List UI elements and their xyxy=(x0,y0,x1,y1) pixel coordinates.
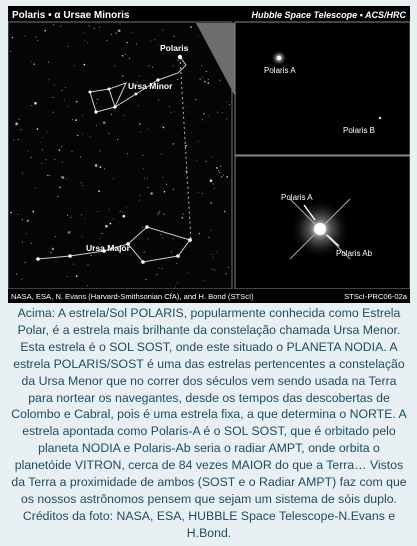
background-star xyxy=(147,178,148,179)
photo-credit-right: STScI-PRC06-02a xyxy=(344,292,407,301)
background-star xyxy=(173,65,174,66)
background-star xyxy=(159,211,161,213)
background-star xyxy=(202,77,203,78)
background-star xyxy=(173,143,175,145)
background-star xyxy=(67,276,68,277)
background-star xyxy=(218,170,219,171)
background-star xyxy=(212,254,213,255)
background-star xyxy=(158,213,160,215)
background-star xyxy=(16,274,17,275)
background-star xyxy=(21,279,22,280)
background-star xyxy=(120,24,121,25)
background-star xyxy=(47,175,49,177)
background-star xyxy=(117,139,118,140)
background-star xyxy=(81,214,82,215)
background-star xyxy=(177,79,178,80)
background-star xyxy=(127,153,128,154)
label-polaris-a-top: Polaris A xyxy=(264,66,296,75)
background-star xyxy=(183,214,184,215)
background-star xyxy=(120,211,121,212)
background-star xyxy=(74,65,75,66)
background-star xyxy=(122,211,123,212)
background-star xyxy=(124,115,125,116)
background-star xyxy=(226,118,227,119)
background-star xyxy=(110,223,112,225)
background-star xyxy=(199,78,201,80)
background-star xyxy=(199,233,201,235)
background-star xyxy=(176,263,177,264)
background-star xyxy=(166,184,167,185)
background-star xyxy=(61,146,62,147)
background-star xyxy=(37,40,38,41)
background-star xyxy=(42,149,43,150)
background-star xyxy=(152,67,153,68)
background-star xyxy=(27,220,29,222)
photo-canvas xyxy=(8,6,410,303)
background-star xyxy=(49,175,50,176)
background-star xyxy=(139,195,140,196)
background-star xyxy=(100,166,102,168)
background-star xyxy=(70,231,71,232)
background-star xyxy=(54,159,55,160)
background-star xyxy=(206,161,207,162)
background-star xyxy=(114,65,115,66)
background-star xyxy=(91,255,92,256)
background-star xyxy=(37,128,39,130)
background-star xyxy=(111,114,112,115)
background-star xyxy=(162,177,163,178)
background-star xyxy=(144,178,145,179)
background-star xyxy=(206,71,207,72)
background-star xyxy=(33,211,35,213)
background-star xyxy=(208,237,209,238)
background-star xyxy=(198,192,199,193)
background-star xyxy=(42,137,43,138)
background-star xyxy=(208,82,210,84)
background-star xyxy=(31,105,32,106)
background-star xyxy=(203,113,204,114)
background-star xyxy=(113,218,114,219)
background-star xyxy=(84,40,85,41)
background-star xyxy=(190,26,192,28)
background-star xyxy=(98,190,100,192)
background-star xyxy=(48,62,49,63)
background-star xyxy=(96,125,97,126)
background-star xyxy=(48,79,49,80)
background-star xyxy=(126,207,127,208)
background-star xyxy=(72,119,73,120)
background-star xyxy=(219,172,220,173)
background-star xyxy=(204,81,206,83)
background-star xyxy=(109,209,110,210)
background-star xyxy=(220,80,221,81)
background-star xyxy=(202,119,203,120)
background-star xyxy=(82,185,83,186)
background-star xyxy=(96,103,97,104)
background-star xyxy=(222,112,223,113)
background-star xyxy=(202,193,203,194)
background-star xyxy=(31,157,32,158)
polaris-a-star xyxy=(277,56,281,60)
polaris-a-core xyxy=(314,223,326,235)
background-star xyxy=(191,132,192,133)
background-star xyxy=(100,151,101,152)
background-star xyxy=(17,214,18,215)
background-star xyxy=(178,59,180,61)
background-star xyxy=(198,141,199,142)
background-star xyxy=(106,40,107,41)
background-star xyxy=(113,178,114,179)
photo-caption: Acima: A estrela/Sol POLARIS, popularmente conhecida como Estrela Polar, é a estrela mais brilhante da constelação chamada Ursa Menor. Esta estrela é o SOL SOST, onde este situado o PLANETA NODIA. A estrela POLARIS/SOST é uma das estrelas pertencentes a constelação da Ursa Menor que no correr dos séculos vem sendo usada na Terra para nortear os navegantes, desde os tempos das descobertas de Colombo e Cabral, pois é uma estrela fixa, a que determina o NORTE. A estrela apontada como Polaris-A é o SOL SOST, que é orbitado pelo planeta NODIA e Polaris-Ab seria o radiar AMPT, onde orbita o planetóide VITRON, cerca de 84 vezes MAIOR do que a Terra… Vistos da Terra a proximidade de ambos (SOST e o Radiar AMPT) faz com que os nossos astrônomos pensem que sejam um sistema de sóis duplo. Créditos da foto: NASA, ESA, HUBBLE Space Telescope-N.Evans e H.Bond. xyxy=(11,306,407,540)
background-star xyxy=(12,37,14,39)
background-star xyxy=(54,85,55,86)
background-star xyxy=(214,270,215,271)
photo-title-left: Polaris • α Ursae Minoris xyxy=(12,10,130,21)
background-star xyxy=(175,286,176,287)
background-star xyxy=(47,132,48,133)
background-star xyxy=(40,142,41,143)
background-star xyxy=(61,90,62,91)
background-star xyxy=(61,176,62,177)
background-star xyxy=(209,116,210,117)
background-star xyxy=(28,150,29,151)
background-star xyxy=(97,99,99,101)
background-star xyxy=(33,63,35,65)
background-star xyxy=(187,273,188,274)
background-star xyxy=(68,46,69,47)
background-star xyxy=(139,75,140,76)
background-star xyxy=(50,252,52,254)
background-star xyxy=(173,189,174,190)
background-star xyxy=(208,79,209,80)
background-star xyxy=(161,154,162,155)
background-star xyxy=(53,97,54,98)
background-star xyxy=(53,24,54,25)
background-star xyxy=(174,111,175,112)
background-star xyxy=(66,179,67,180)
background-star xyxy=(217,112,218,113)
background-star xyxy=(82,115,83,116)
background-star xyxy=(25,36,26,37)
background-star xyxy=(163,127,165,129)
background-star xyxy=(195,99,197,101)
background-star xyxy=(55,236,56,237)
background-star xyxy=(67,215,68,216)
background-star xyxy=(140,131,141,132)
background-star xyxy=(210,179,213,182)
background-star xyxy=(196,160,197,161)
background-star xyxy=(94,28,95,29)
background-star xyxy=(25,262,26,263)
label-polaris-ab: Polaris Ab xyxy=(336,249,373,258)
background-star xyxy=(68,231,71,234)
background-star xyxy=(84,64,86,66)
background-star xyxy=(148,187,149,188)
background-star xyxy=(26,233,27,234)
background-star xyxy=(185,145,187,147)
background-star xyxy=(134,92,135,93)
background-star xyxy=(147,129,148,130)
background-star xyxy=(142,227,143,228)
background-star xyxy=(22,173,23,174)
background-star xyxy=(129,58,130,59)
background-star xyxy=(145,279,146,280)
background-star xyxy=(116,33,117,34)
background-star xyxy=(163,214,165,216)
background-star xyxy=(144,252,145,253)
background-star xyxy=(76,275,78,277)
background-star xyxy=(173,238,174,239)
background-star xyxy=(80,156,81,157)
background-star xyxy=(123,215,126,218)
background-star xyxy=(62,176,65,179)
background-star xyxy=(27,221,28,222)
background-star xyxy=(77,135,79,137)
background-star xyxy=(156,274,157,275)
background-star xyxy=(108,133,109,134)
background-star xyxy=(216,251,217,252)
zoom-panel-top xyxy=(235,22,410,155)
background-star xyxy=(35,37,36,38)
background-star xyxy=(60,26,61,27)
background-star xyxy=(72,151,73,152)
background-star xyxy=(10,51,11,52)
background-star xyxy=(65,87,66,88)
background-star xyxy=(158,99,159,100)
background-star xyxy=(182,217,184,219)
background-star xyxy=(87,42,88,43)
background-star xyxy=(162,268,163,269)
background-star xyxy=(170,112,171,113)
background-star xyxy=(21,129,22,130)
background-star xyxy=(58,196,59,197)
background-star xyxy=(125,54,126,55)
background-star xyxy=(150,40,151,41)
background-star xyxy=(225,273,227,275)
background-star xyxy=(111,34,112,35)
background-star xyxy=(202,65,203,66)
background-star xyxy=(82,133,83,134)
background-star xyxy=(155,39,156,40)
background-star xyxy=(95,164,98,167)
background-star xyxy=(143,155,144,156)
background-star xyxy=(81,182,82,183)
background-star xyxy=(214,188,215,189)
background-star xyxy=(97,211,98,212)
background-star xyxy=(71,217,72,218)
background-star xyxy=(34,102,37,105)
background-star xyxy=(105,225,108,228)
background-star xyxy=(90,136,91,137)
background-star xyxy=(229,104,230,105)
background-star xyxy=(162,126,163,127)
background-star xyxy=(64,100,65,101)
background-star xyxy=(138,105,139,106)
background-star xyxy=(148,65,149,66)
background-star xyxy=(226,101,227,102)
background-star xyxy=(13,139,14,140)
background-star xyxy=(220,166,221,167)
label-ursa-major: Ursa Major xyxy=(86,243,130,253)
background-star xyxy=(87,285,88,286)
background-star xyxy=(89,25,90,26)
background-star xyxy=(150,192,153,195)
background-star xyxy=(52,248,55,251)
background-star xyxy=(73,264,74,265)
background-star xyxy=(132,32,133,33)
photo-credit-left: NASA, ESA, N. Evans (Harvard-Smithsonian CfA), and H. Bond (STScI) xyxy=(11,292,254,301)
background-star xyxy=(99,27,100,28)
background-star xyxy=(122,55,124,57)
background-star xyxy=(122,75,124,77)
background-star xyxy=(186,106,187,107)
background-star xyxy=(22,219,23,220)
background-star xyxy=(102,233,103,234)
background-star xyxy=(169,106,170,107)
background-star xyxy=(62,162,63,163)
background-star xyxy=(115,32,116,33)
background-star xyxy=(174,36,175,37)
background-star xyxy=(212,157,213,158)
background-star xyxy=(147,238,148,239)
polaris-hubble-photo xyxy=(8,6,410,303)
background-star xyxy=(162,238,163,239)
background-star xyxy=(213,184,214,185)
background-star xyxy=(46,159,47,160)
background-star xyxy=(210,202,212,204)
background-star xyxy=(22,242,23,243)
background-star xyxy=(103,121,106,124)
background-star xyxy=(143,168,144,169)
background-star xyxy=(224,211,226,213)
background-star xyxy=(31,243,33,245)
label-polaris-b: Polaris B xyxy=(343,126,376,135)
background-star xyxy=(75,119,77,121)
background-star xyxy=(136,44,137,45)
background-star xyxy=(88,264,89,265)
background-star xyxy=(216,167,218,169)
background-star xyxy=(15,123,18,126)
polaris-b-star xyxy=(379,117,381,119)
background-star xyxy=(198,36,199,37)
background-star xyxy=(161,234,162,235)
background-star xyxy=(31,61,32,62)
label-polaris: Polaris xyxy=(160,43,189,53)
background-star xyxy=(212,269,213,270)
background-star xyxy=(171,251,172,252)
background-star xyxy=(158,268,159,269)
background-star xyxy=(203,280,204,281)
background-star xyxy=(126,42,128,44)
background-star xyxy=(41,163,42,164)
background-star xyxy=(139,123,141,125)
background-star xyxy=(158,44,159,45)
background-star xyxy=(221,176,223,178)
background-star xyxy=(85,218,86,219)
background-star xyxy=(82,236,83,237)
background-star xyxy=(211,230,212,231)
background-star xyxy=(104,168,105,169)
background-star xyxy=(139,200,140,201)
background-star xyxy=(76,101,78,103)
background-star xyxy=(53,112,54,113)
background-star xyxy=(223,175,224,176)
background-star xyxy=(68,106,69,107)
background-star xyxy=(164,191,166,193)
background-star xyxy=(123,120,124,121)
background-star xyxy=(35,187,36,188)
photo-title-right: Hubble Space Telescope • ACS/HRC xyxy=(251,10,406,20)
background-star xyxy=(99,238,100,239)
background-star xyxy=(18,139,19,140)
background-star xyxy=(163,30,164,31)
background-star xyxy=(58,149,60,151)
background-star xyxy=(59,187,61,189)
label-polaris-a-bottom: Polaris A xyxy=(281,193,313,202)
background-star xyxy=(228,267,229,268)
background-star xyxy=(226,176,228,178)
background-star xyxy=(44,30,46,32)
background-star xyxy=(118,29,121,32)
background-star xyxy=(10,212,12,214)
background-star xyxy=(19,119,20,120)
background-star xyxy=(84,33,85,34)
background-star xyxy=(213,257,214,258)
background-star xyxy=(177,282,178,283)
label-ursa-minor: Ursa Minor xyxy=(128,81,173,91)
